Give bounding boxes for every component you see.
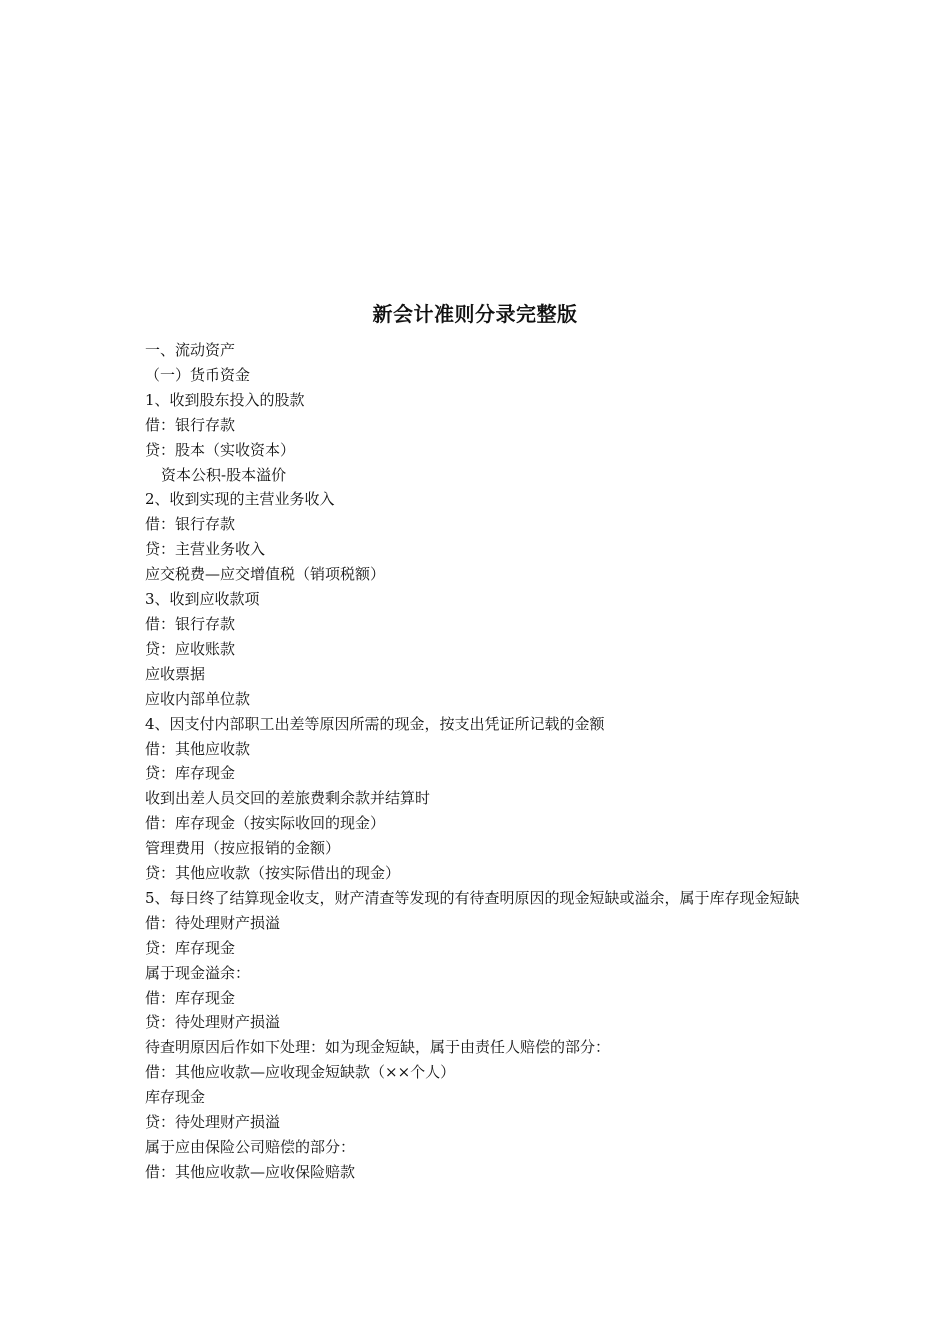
credit-line: 贷：库存现金 [145,764,236,783]
credit-line-continued: 资本公积-股本溢价 [161,465,287,484]
debit-line-continued: 管理费用（按应报销的金额） [145,839,341,858]
credit-line-continued: 应收内部单位款 [145,689,251,708]
credit-line: 贷：应收账款 [145,639,236,658]
credit-line-continued: 应收票据 [145,664,206,683]
credit-line: 贷：主营业务收入 [145,540,266,559]
debit-line: 借：库存现金 [145,988,236,1007]
entry-heading: 2、收到实现的主营业务收入 [145,490,335,509]
section-heading: 一、流动资产 [145,341,236,359]
credit-line: 贷：其他应收款（按实际借出的现金） [145,864,401,883]
debit-line: 借：待处理财产损溢 [145,913,281,932]
subsection-heading: （一）货币资金 [145,365,251,384]
entry-heading: 3、收到应收款项 [145,590,260,609]
document-body [145,338,810,1185]
debit-line: 借：银行存款 [145,415,236,434]
entry-heading: 5、每日终了结算现金收支，财产清查等发现的有待查明原因的现金短缺或溢余，属于库存现金短缺 [145,888,800,907]
debit-line-continued: 库存现金 [145,1088,206,1107]
debit-line: 借：银行存款 [145,614,236,633]
body-text: 收到出差人员交回的差旅费剩余款并结算时 [145,789,431,808]
entry-heading: 4、因支付内部职工出差等原因所需的现金，按支出凭证所记载的金额 [145,714,605,733]
credit-line: 贷：待处理财产损溢 [145,1113,281,1132]
document-title: 新会计准则分录完整版 [372,302,578,326]
body-text: 待查明原因后作如下处理：如为现金短缺，属于由责任人赔偿的部分： [145,1038,611,1057]
body-text: 属于现金溢余： [145,963,251,982]
debit-line: 借：银行存款 [145,515,236,534]
credit-line: 贷：待处理财产损溢 [145,1013,281,1032]
debit-line: 借：库存现金（按实际收回的现金） [145,814,386,833]
credit-line-continued: 应交税费—应交增值税（销项税额） [145,565,386,584]
debit-line: 借：其他应收款—应收现金短缺款（××个人） [145,1063,456,1082]
entry-heading: 1、收到股东投入的股款 [145,390,305,409]
debit-line: 借：其他应收款—应收保险赔款 [145,1162,356,1181]
body-text: 属于应由保险公司赔偿的部分： [145,1138,356,1156]
debit-line: 借：其他应收款 [145,739,251,758]
credit-line: 贷：库存现金 [145,938,236,957]
credit-line: 贷：股本（实收资本） [145,440,296,459]
